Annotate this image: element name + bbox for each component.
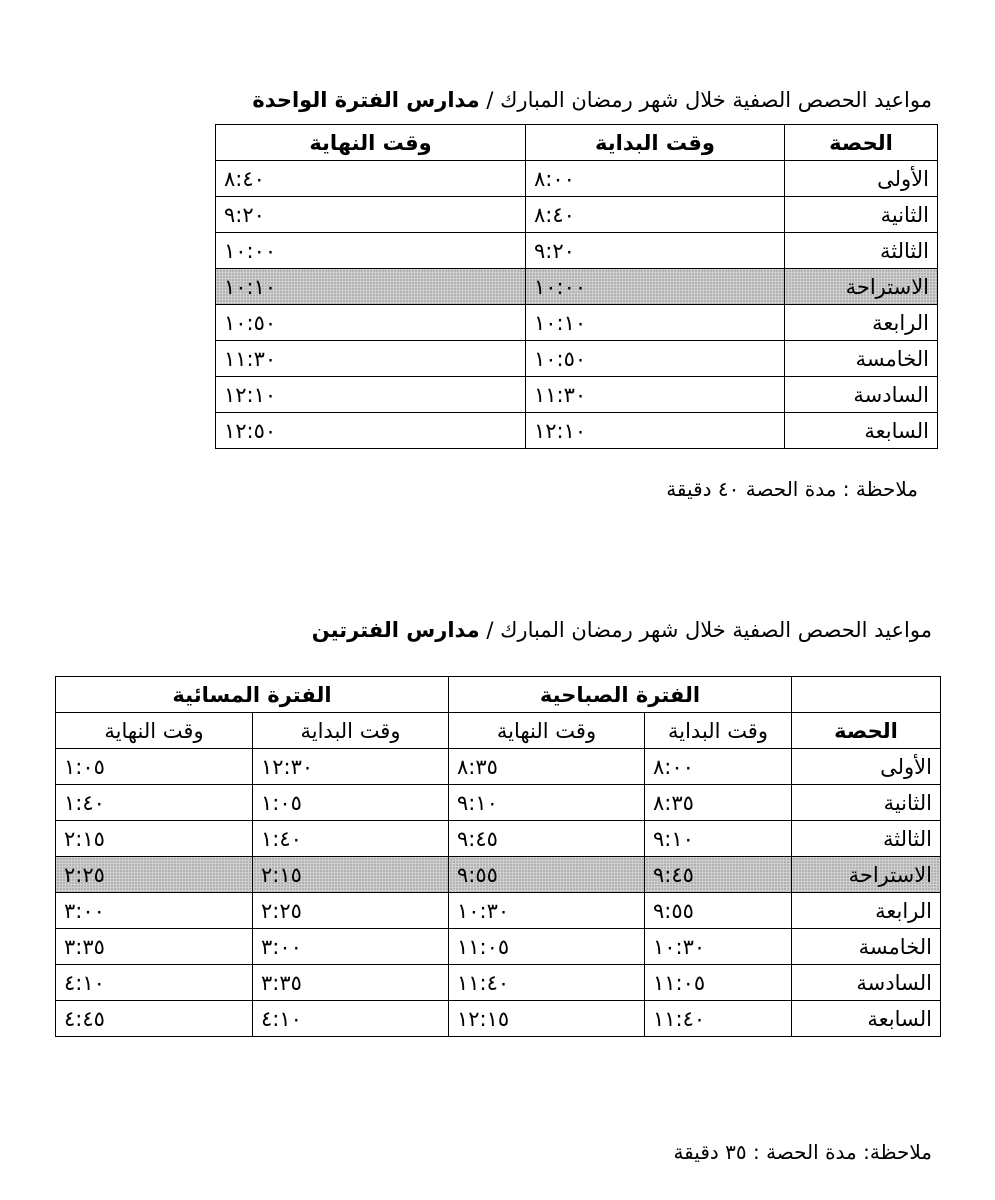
period-name: الأولى [785, 161, 938, 197]
evening-start: ٢:١٥ [253, 857, 449, 893]
header-empty [792, 677, 941, 713]
table-row [56, 821, 941, 857]
two-shift-note: ملاحظة: مدة الحصة : ٣٥ دقيقة [673, 1140, 932, 1164]
evening-end: ٣:٠٠ [56, 893, 253, 929]
period-name: السابعة [785, 413, 938, 449]
morning-end: ١١:٤٠ [449, 965, 645, 1001]
single-shift-title-text: مواعيد الحصص الصفية خلال شهر رمضان المبارك / [479, 88, 932, 112]
period-name: السادسة [785, 377, 938, 413]
end-time: ١١:٣٠ [216, 341, 526, 377]
evening-start: ٣:٣٥ [253, 965, 449, 1001]
table-row [56, 893, 941, 929]
table-row [56, 929, 941, 965]
table-row [216, 377, 938, 413]
table-row [56, 749, 941, 785]
morning-end: ١٠:٣٠ [449, 893, 645, 929]
morning-start: ١١:٤٠ [645, 1001, 792, 1037]
header-evening-end: وقت النهاية [56, 713, 253, 749]
morning-end: ١٢:١٥ [449, 1001, 645, 1037]
header-period: الحصة [792, 713, 941, 749]
start-time: ٨:٤٠ [526, 197, 785, 233]
start-time: ٩:٢٠ [526, 233, 785, 269]
start-time: ١٠:٠٠ [526, 269, 785, 305]
end-time: ٩:٢٠ [216, 197, 526, 233]
end-time: ١٠:٥٠ [216, 305, 526, 341]
evening-end: ٢:١٥ [56, 821, 253, 857]
end-time: ١٠:٠٠ [216, 233, 526, 269]
evening-start: ١:٤٠ [253, 821, 449, 857]
morning-end: ٩:٥٥ [449, 857, 645, 893]
period-name: الثانية [792, 785, 941, 821]
start-time: ١٢:١٠ [526, 413, 785, 449]
table-row [56, 1001, 941, 1037]
evening-start: ١:٠٥ [253, 785, 449, 821]
two-shift-title [312, 618, 932, 642]
start-time: ١٠:١٠ [526, 305, 785, 341]
header-evening-start: وقت البداية [253, 713, 449, 749]
table-row [56, 965, 941, 1001]
header-morning-end: وقت النهاية [449, 713, 645, 749]
period-name: السادسة [792, 965, 941, 1001]
two-shift-title-text: مواعيد الحصص الصفية خلال شهر رمضان المبارك / [479, 618, 932, 642]
period-name: الاستراحة [792, 857, 941, 893]
end-time: ٨:٤٠ [216, 161, 526, 197]
group-header-row [56, 677, 941, 713]
morning-end: ٨:٣٥ [449, 749, 645, 785]
single-shift-title-bold: مدارس الفترة الواحدة [252, 88, 480, 112]
period-name: الاستراحة [785, 269, 938, 305]
morning-end: ٩:١٠ [449, 785, 645, 821]
period-name: الثانية [785, 197, 938, 233]
table-row [216, 413, 938, 449]
table-header-row [216, 125, 938, 161]
morning-start: ٩:٥٥ [645, 893, 792, 929]
evening-start: ٢:٢٥ [253, 893, 449, 929]
evening-end: ٤:٤٥ [56, 1001, 253, 1037]
header-period: الحصة [785, 125, 938, 161]
two-shift-schedule-table [55, 676, 941, 1037]
end-time: ١٠:١٠ [216, 269, 526, 305]
break-row [56, 857, 941, 893]
header-evening-shift: الفترة المسائية [56, 677, 449, 713]
break-row [216, 269, 938, 305]
end-time: ١٢:٥٠ [216, 413, 526, 449]
table-row [216, 341, 938, 377]
single-shift-title [252, 88, 932, 112]
end-time: ١٢:١٠ [216, 377, 526, 413]
morning-start: ٩:١٠ [645, 821, 792, 857]
evening-end: ١:٠٥ [56, 749, 253, 785]
evening-end: ٤:١٠ [56, 965, 253, 1001]
morning-start: ٨:٠٠ [645, 749, 792, 785]
table-row [56, 785, 941, 821]
morning-start: ٩:٤٥ [645, 857, 792, 893]
evening-end: ٣:٣٥ [56, 929, 253, 965]
morning-start: ١١:٠٥ [645, 965, 792, 1001]
period-name: الخامسة [785, 341, 938, 377]
evening-end: ١:٤٠ [56, 785, 253, 821]
two-shift-title-bold: مدارس الفترتين [311, 618, 480, 642]
start-time: ١٠:٥٠ [526, 341, 785, 377]
period-name: الرابعة [792, 893, 941, 929]
table-row [216, 305, 938, 341]
table-row [216, 197, 938, 233]
start-time: ١١:٣٠ [526, 377, 785, 413]
single-shift-schedule-table [215, 124, 938, 449]
evening-start: ٤:١٠ [253, 1001, 449, 1037]
single-shift-note: ملاحظة : مدة الحصة ٤٠ دقيقة [666, 477, 918, 501]
table-row [216, 233, 938, 269]
morning-start: ٨:٣٥ [645, 785, 792, 821]
morning-end: ٩:٤٥ [449, 821, 645, 857]
table-row [216, 161, 938, 197]
period-name: الرابعة [785, 305, 938, 341]
morning-end: ١١:٠٥ [449, 929, 645, 965]
morning-start: ١٠:٣٠ [645, 929, 792, 965]
evening-end: ٢:٢٥ [56, 857, 253, 893]
period-name: السابعة [792, 1001, 941, 1037]
evening-start: ١٢:٣٠ [253, 749, 449, 785]
period-name: الثالثة [785, 233, 938, 269]
period-name: الثالثة [792, 821, 941, 857]
table-header-row [56, 713, 941, 749]
header-start-time: وقت البداية [526, 125, 785, 161]
period-name: الأولى [792, 749, 941, 785]
evening-start: ٣:٠٠ [253, 929, 449, 965]
header-end-time: وقت النهاية [216, 125, 526, 161]
start-time: ٨:٠٠ [526, 161, 785, 197]
period-name: الخامسة [792, 929, 941, 965]
header-morning-start: وقت البداية [645, 713, 792, 749]
header-morning-shift: الفترة الصباحية [449, 677, 792, 713]
